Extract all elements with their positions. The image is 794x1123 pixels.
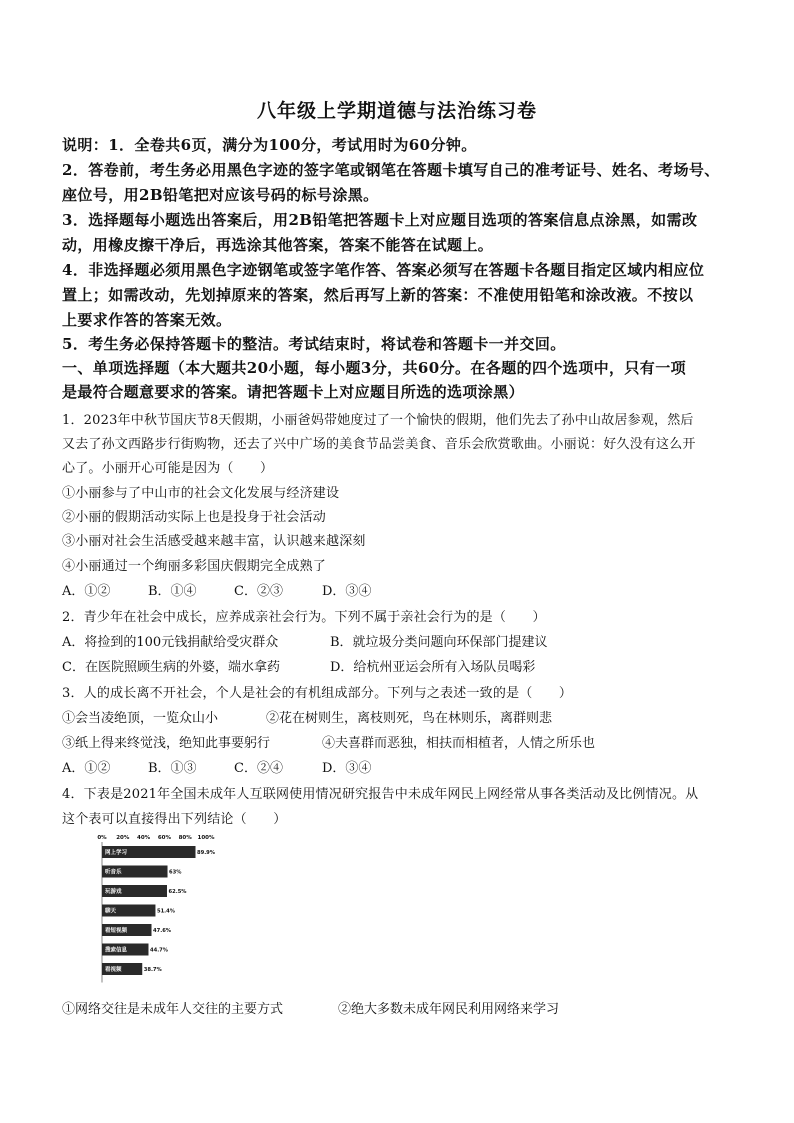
data-label: 47.6%: [153, 928, 172, 934]
section-heading: 一、单项选择题（本大题共20小题，每小题3分，共60分。在各题的四个选项中，只有一项: [62, 359, 686, 377]
question-4-item: ①网络交往是未成年人交往的主要方式: [62, 1002, 284, 1017]
question-3-options: [62, 757, 371, 776]
category-label: 看短视频: [105, 928, 128, 934]
data-label: 63%: [169, 869, 182, 876]
instruction-line: 3．选择题每小题选出答案后，用2B铅笔把答题卡上对应题目选项的答案信息点涂黑，如需改: [62, 211, 698, 229]
instruction-line: 说明：1．全卷共6页，满分为100分，考试用时为60分钟。: [62, 136, 477, 154]
question-1-item: ③小丽对社会生活感受越来越丰富，认识越来越深刻: [62, 534, 366, 549]
x-tick-label: 20%: [116, 835, 130, 841]
bar-chart-svg: [97, 832, 220, 992]
question-1-stem: 1．2023年中秋节国庆节8天假期，小丽爸妈带她度过了一个愉快的假期，他们先去了孙中山故居参观，然后: [62, 413, 694, 428]
option-b: B．①③: [148, 761, 197, 776]
question-2-stem: 2．青少年在社会中成长，应养成亲社会行为。下列不属于亲社会行为的是（ ）: [62, 610, 546, 625]
x-tick-label: 0%: [97, 835, 107, 841]
option-c: C．在医院照顾生病的外婆，端水拿药: [62, 660, 280, 675]
option-d: D．给杭州亚运会所有入场队员喝彩: [330, 660, 536, 675]
x-tick-label: 40%: [137, 835, 151, 841]
question-2-options: [62, 656, 535, 675]
question-4-stem: 这个表可以直接得出下列结论（ ）: [62, 812, 287, 827]
question-1-stem: 心了。小丽开心可能是因为（ ）: [62, 461, 274, 476]
question-3-items: [62, 707, 552, 726]
question-3-item: ②花在树则生，离枝则死，鸟在林则乐，离群则悲: [266, 711, 553, 726]
question-3-items: [62, 732, 595, 751]
question-1-item: ①小丽参与了中山市的社会文化发展与经济建设: [62, 486, 340, 501]
data-label: 51.4%: [156, 908, 175, 915]
instruction-line: 2．答卷前，考生务必用黑色字迹的签字笔或钢笔在答题卡填写自己的准考证号、姓名、考场号、: [62, 161, 720, 179]
section-heading: 是最符合题意要求的答案。请把答题卡上对应题目所选的选项涂黑）: [62, 383, 525, 401]
question-3-stem: 3．人的成长离不开社会，个人是社会的有机组成部分。下列与之表述一致的是（ ）: [62, 686, 573, 701]
question-2-options: [62, 631, 548, 650]
question-1-item: ④小丽通过一个绚丽多彩国庆假期完全成熟了: [62, 559, 327, 574]
question-1-item: ②小丽的假期活动实际上也是投身于社会活动: [62, 510, 327, 525]
category-label: 聊天: [105, 908, 117, 915]
question-4-items: [62, 998, 559, 1017]
option-a: A．①②: [62, 584, 111, 599]
category-label: 玩游戏: [105, 889, 122, 895]
category-label: 网上学习: [105, 850, 128, 856]
question-4-item: ②绝大多数未成年网民利用网络来学习: [338, 1002, 560, 1017]
page-title: 八年级上学期道德与法治练习卷: [256, 100, 537, 122]
option-a: A．将捡到的100元钱捐献给受灾群众: [62, 635, 279, 650]
x-tick-label: 60%: [157, 835, 171, 841]
option-c: C．②③: [234, 584, 283, 599]
activity-bar-chart: [97, 832, 220, 992]
category-label: 听音乐: [105, 869, 122, 876]
question-4-stem: 4．下表是2021年全国未成年人互联网使用情况研究报告中未成年网民上网经常从事各类活动及比例情况。从: [62, 787, 699, 802]
question-3-item: ④夫喜群而恶独，相扶而相植者，人情之所乐也: [322, 736, 596, 751]
instruction-line: 上要求作答的答案无效。: [62, 311, 232, 329]
data-label: 89.9%: [196, 850, 215, 856]
instruction-line: 动，用橡皮擦干净后，再选涂其他答案，答案不能答在试题上。: [62, 236, 494, 254]
category-label: 看视频: [105, 967, 122, 973]
instruction-line: 置上；如需改动，先划掉原来的答案，然后再写上新的答案：不准使用铅笔和涂改液。不按以: [62, 286, 694, 304]
instruction-line: 座位号，用2B铅笔把对应该号码的标号涂黑。: [62, 186, 379, 204]
question-3-item: ①会当凌绝顶，一览众山小: [62, 711, 219, 726]
data-label: 44.7%: [149, 947, 168, 954]
option-b: B．就垃圾分类问题向环保部门提建议: [330, 635, 548, 650]
x-tick-label: 80%: [178, 835, 192, 841]
question-3-item: ③纸上得来终觉浅，绝知此事要躬行: [62, 736, 271, 751]
x-tick-label: 100%: [197, 835, 215, 841]
instruction-line: 5．考生务必保持答题卡的整洁。考试结束时，将试卷和答题卡一并交回。: [62, 335, 566, 353]
question-1-stem: 又去了孙文西路步行街购物，还去了兴中广场的美食节品尝美食、音乐会欣赏歌曲。小丽说：好久没有这么开: [62, 437, 696, 452]
category-label: 搜索信息: [105, 947, 128, 954]
option-b: B．①④: [148, 584, 197, 599]
data-label: 38.7%: [143, 967, 162, 973]
option-a: A．①②: [62, 761, 111, 776]
instruction-line: 4．非选择题必须用黑色字迹钢笔或签字笔作答、答案必须写在答题卡各题目指定区域内相应位: [62, 261, 705, 279]
question-1-options: [62, 580, 371, 599]
option-d: D．③④: [322, 584, 372, 599]
data-label: 62.5%: [168, 889, 187, 895]
option-c: C．②④: [234, 761, 283, 776]
option-d: D．③④: [322, 761, 372, 776]
